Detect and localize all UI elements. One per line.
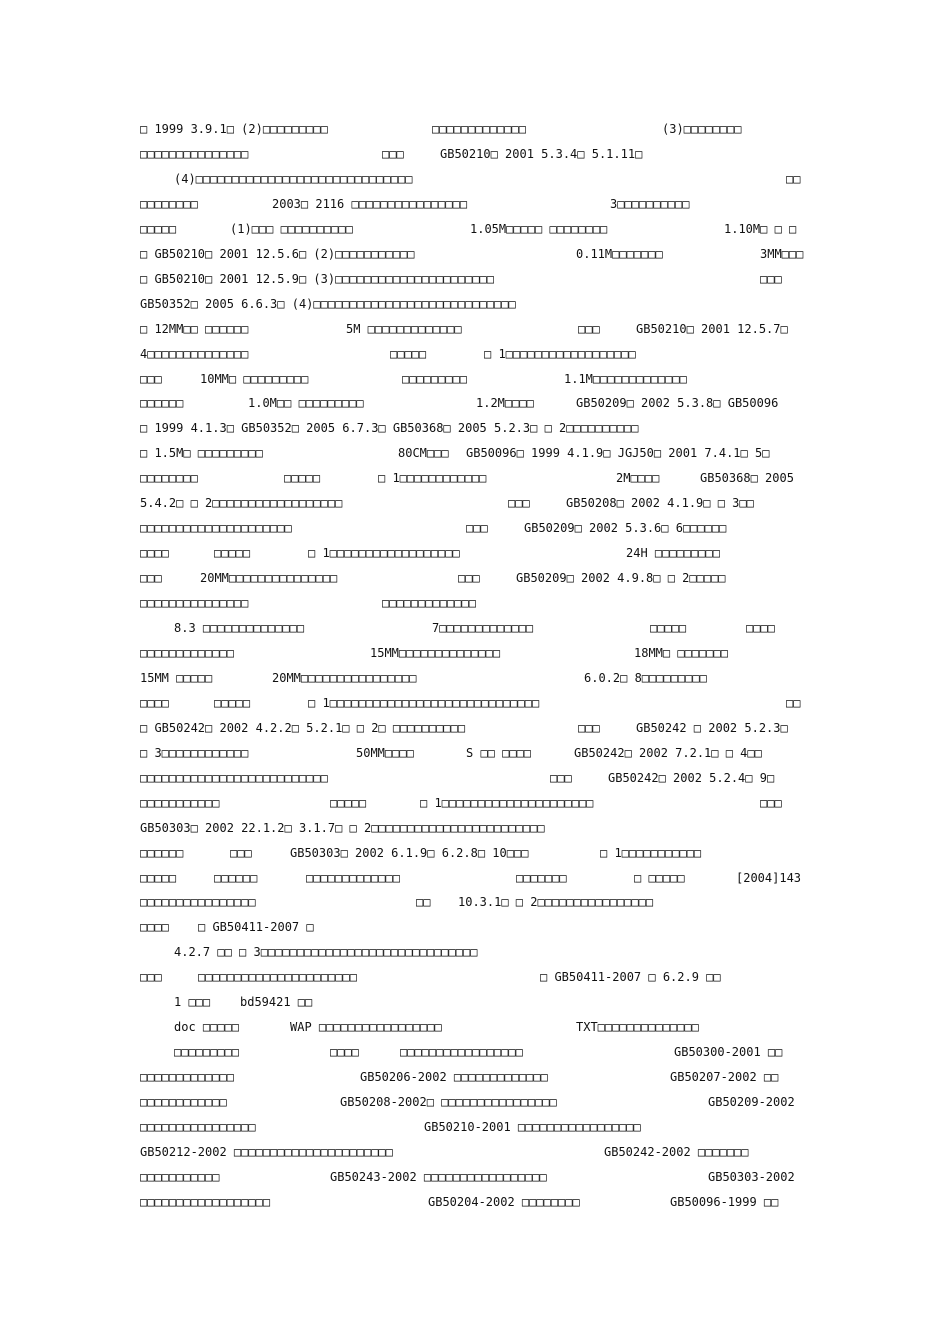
text-segment: □□□□ xyxy=(140,696,169,710)
text-segment: (4)□□□□□□□□□□□□□□□□□□□□□□□□□□□□□□ xyxy=(174,172,413,186)
text-line xyxy=(0,420,950,440)
text-segment: □□□□ xyxy=(746,621,775,635)
text-line xyxy=(0,196,950,216)
text-segment: GB50242□ 2002 7.2.1□ □ 4□□ xyxy=(574,746,762,760)
text-segment: □□□□ xyxy=(330,1045,359,1059)
text-segment: 5M □□□□□□□□□□□□□ xyxy=(346,322,462,336)
text-segment: TXT□□□□□□□□□□□□□□ xyxy=(576,1020,699,1034)
text-segment: GB50210□ 2001 5.3.4□ 5.1.11□ xyxy=(440,147,643,161)
text-segment: GB50242□ 2002 5.2.4□ 9□ xyxy=(608,771,775,785)
text-line xyxy=(0,271,950,291)
text-segment: □□□□□ xyxy=(214,696,251,710)
text-segment: GB50208□ 2002 4.1.9□ □ 3□□ xyxy=(566,496,754,510)
text-segment: 3MM□□□ xyxy=(760,247,804,261)
text-segment: 1 □□□ xyxy=(174,995,211,1009)
text-segment: GB50303-2002 xyxy=(708,1170,795,1184)
text-segment: 2M□□□□ xyxy=(616,471,660,485)
text-segment: □□□□□□ xyxy=(214,871,258,885)
text-segment: □□□□□□ xyxy=(140,396,184,410)
text-segment: 3□□□□□□□□□□ xyxy=(610,197,690,211)
text-segment: □□□□□□□□ xyxy=(140,197,198,211)
text-segment: GB50209□ 2002 5.3.8□ GB50096 xyxy=(576,396,779,410)
text-segment: □□□□□□□□□□□ xyxy=(140,796,220,810)
text-segment: GB50243-2002 □□□□□□□□□□□□□□□□□ xyxy=(330,1170,547,1184)
text-line xyxy=(0,620,950,640)
text-segment: GB50212-2002 □□□□□□□□□□□□□□□□□□□□□□ xyxy=(140,1145,393,1159)
text-line xyxy=(0,321,950,341)
text-segment: GB50303□ 2002 6.1.9□ 6.2.8□ 10□□□ xyxy=(290,846,529,860)
text-line xyxy=(0,296,950,316)
text-segment: GB50210-2001 □□□□□□□□□□□□□□□□□ xyxy=(424,1120,641,1134)
text-segment: □□□□□ xyxy=(650,621,687,635)
text-segment: 15MM□□□□□□□□□□□□□□ xyxy=(370,646,501,660)
text-segment: GB50208-2002□ □□□□□□□□□□□□□□□□ xyxy=(340,1095,557,1109)
text-line xyxy=(0,246,950,266)
text-line xyxy=(0,845,950,865)
text-segment: □□□□□ xyxy=(390,347,427,361)
text-segment: □□□□□□□□□□□□□ xyxy=(140,1070,234,1084)
text-line xyxy=(0,545,950,565)
text-segment: □□□ xyxy=(140,372,162,386)
text-segment: 8.3 □□□□□□□□□□□□□□ xyxy=(174,621,305,635)
text-segment: S □□ □□□□ xyxy=(466,746,532,760)
text-segment: □□□□□□□□□□□□□ xyxy=(432,122,526,136)
text-line xyxy=(0,745,950,765)
text-line xyxy=(0,121,950,141)
text-segment: GB50368□ 2005 xyxy=(700,471,794,485)
text-segment: □□ xyxy=(786,172,801,186)
text-segment: GB50210□ 2001 12.5.7□ xyxy=(636,322,788,336)
text-segment: 4□□□□□□□□□□□□□□ xyxy=(140,347,249,361)
text-line xyxy=(0,720,950,740)
text-segment: □□□□□ xyxy=(140,871,177,885)
text-segment: 1.1M□□□□□□□□□□□□□ xyxy=(564,372,687,386)
text-line xyxy=(0,570,950,590)
text-segment: □ GB50210□ 2001 12.5.9□ (3)□□□□□□□□□□□□□□□□□□□□□□ xyxy=(140,272,495,286)
text-segment: GB50096□ 1999 4.1.9□ JGJ50□ 2001 7.4.1□ 5□ xyxy=(466,446,770,460)
text-segment: □□□□ xyxy=(140,920,169,934)
text-segment: □ 1□□□□□□□□□□□ xyxy=(600,846,702,860)
text-line xyxy=(0,171,950,191)
text-segment: □□□□□□□□□□□□□□□□ xyxy=(140,1120,256,1134)
text-segment: 0.11M□□□□□□□ xyxy=(576,247,663,261)
text-segment: □□□□□□□□□□□ xyxy=(140,1170,220,1184)
text-segment: □□□□□□□□□□□□□□□□□□□□□ xyxy=(140,521,292,535)
text-segment: □□□ xyxy=(760,272,782,286)
text-segment: □ 1.5M□ □□□□□□□□□ xyxy=(140,446,263,460)
text-segment: (1)□□□ □□□□□□□□□□ xyxy=(230,222,353,236)
text-segment: □ 1□□□□□□□□□□□□ xyxy=(378,471,487,485)
text-segment: GB50204-2002 □□□□□□□□ xyxy=(428,1195,580,1209)
text-segment: □□□ xyxy=(760,796,782,810)
text-segment: 20MM□□□□□□□□□□□□□□□□ xyxy=(272,671,417,685)
text-segment: doc □□□□□ xyxy=(174,1020,240,1034)
text-segment: GB50209-2002 xyxy=(708,1095,795,1109)
text-segment: □□□□□□□□□ xyxy=(402,372,468,386)
text-segment: □□□□□□□ xyxy=(516,871,567,885)
text-line xyxy=(0,994,950,1014)
text-segment: 50MM□□□□ xyxy=(356,746,414,760)
text-segment: WAP □□□□□□□□□□□□□□□□□ xyxy=(290,1020,442,1034)
text-line xyxy=(0,919,950,939)
text-line xyxy=(0,670,950,690)
text-segment: 20MM□□□□□□□□□□□□□□□ xyxy=(200,571,338,585)
text-segment: □□□□□□□□□□□□□□□□□□□□□□ xyxy=(198,970,357,984)
text-line xyxy=(0,695,950,715)
text-segment: □ 1□□□□□□□□□□□□□□□□□□ xyxy=(308,546,460,560)
text-segment: □ GB50411-2007 □ 6.2.9 □□ xyxy=(540,970,721,984)
text-line xyxy=(0,146,950,166)
text-segment: GB50300-2001 □□ xyxy=(674,1045,783,1059)
text-segment: □□□□□□□□ xyxy=(140,471,198,485)
text-segment: □ □□□□□ xyxy=(634,871,685,885)
text-segment: □□□□□□□□□ xyxy=(174,1045,240,1059)
text-segment: 2003□ 2116 □□□□□□□□□□□□□□□□ xyxy=(272,197,468,211)
text-segment: □ 12MM□□ □□□□□□ xyxy=(140,322,249,336)
text-segment: GB50209□ 2002 4.9.8□ □ 2□□□□□ xyxy=(516,571,726,585)
text-line xyxy=(0,1094,950,1114)
text-segment: 1.0M□□ □□□□□□□□□ xyxy=(248,396,364,410)
text-segment: GB50242 □ 2002 5.2.3□ xyxy=(636,721,788,735)
text-segment: □□□□□□ xyxy=(140,846,184,860)
text-segment: 80CM□□□ xyxy=(398,446,449,460)
text-line xyxy=(0,371,950,391)
text-line xyxy=(0,445,950,465)
text-segment: 5.4.2□ □ 2□□□□□□□□□□□□□□□□□□ xyxy=(140,496,343,510)
text-segment: 15MM □□□□□ xyxy=(140,671,213,685)
text-segment: □□□□□□□□□□□□□ xyxy=(306,871,400,885)
text-segment: □□□□□□□□□□□□□□□□□□□□□□□□□□ xyxy=(140,771,328,785)
text-segment: GB50352□ 2005 6.6.3□ (4)□□□□□□□□□□□□□□□□□□□□□□□□□□□□ xyxy=(140,297,516,311)
text-line xyxy=(0,820,950,840)
text-segment: 6.0.2□ 8□□□□□□□□□ xyxy=(584,671,707,685)
text-segment: □□□ xyxy=(230,846,252,860)
text-line xyxy=(0,1069,950,1089)
text-segment: □□□□□□□□□□□□□□□□□□ xyxy=(140,1195,271,1209)
text-segment: 1.2M□□□□ xyxy=(476,396,534,410)
text-segment: □□□□ xyxy=(140,546,169,560)
text-line xyxy=(0,870,950,890)
text-segment: □□ xyxy=(786,696,801,710)
text-segment: 24H □□□□□□□□□ xyxy=(626,546,720,560)
text-segment: □□□□□□□□□□□□□□□ xyxy=(140,596,249,610)
text-segment: □ 1999 3.9.1□ (2)□□□□□□□□□ xyxy=(140,122,328,136)
text-segment: □□□ xyxy=(140,970,162,984)
text-line xyxy=(0,395,950,415)
text-line xyxy=(0,495,950,515)
text-segment: □ GB50411-2007 □ xyxy=(198,920,314,934)
text-line xyxy=(0,346,950,366)
text-segment: 1.05M□□□□□ □□□□□□□□ xyxy=(470,222,608,236)
text-segment: □□□ xyxy=(508,496,530,510)
text-segment: GB50206-2002 □□□□□□□□□□□□□ xyxy=(360,1070,548,1084)
text-line xyxy=(0,1044,950,1064)
text-segment: □ 1999 4.1.3□ GB50352□ 2005 6.7.3□ GB50368□ 2005 5.2.3□ □ 2□□□□□□□□□□ xyxy=(140,421,639,435)
text-segment: [2004]143 xyxy=(736,871,802,885)
text-line xyxy=(0,1019,950,1039)
text-segment: □ 3□□□□□□□□□□□□ xyxy=(140,746,249,760)
text-line xyxy=(0,1169,950,1189)
text-segment: □□□□□□□□□□□□ xyxy=(140,1095,227,1109)
text-segment: □□□ xyxy=(140,571,162,585)
text-segment: □□ xyxy=(416,895,431,909)
text-segment: □□□□□□□□□□□□□ xyxy=(382,596,476,610)
text-segment: □□□□□ xyxy=(140,222,177,236)
text-segment: 10MM□ □□□□□□□□□ xyxy=(200,372,309,386)
text-line xyxy=(0,795,950,815)
text-segment: □ 1□□□□□□□□□□□□□□□□□□□□□ xyxy=(420,796,594,810)
text-segment: (3)□□□□□□□□ xyxy=(662,122,742,136)
text-segment: GB50209□ 2002 5.3.6□ 6□□□□□□ xyxy=(524,521,727,535)
text-line xyxy=(0,1144,950,1164)
text-segment: GB50096-1999 □□ xyxy=(670,1195,779,1209)
text-segment: □□□ xyxy=(466,521,488,535)
text-segment: 18MM□ □□□□□□□ xyxy=(634,646,728,660)
text-segment: □□□□□□□□□□□□□ xyxy=(140,646,234,660)
text-segment: □ GB50210□ 2001 12.5.6□ (2)□□□□□□□□□□□ xyxy=(140,247,415,261)
text-segment: bd59421 □□ xyxy=(240,995,313,1009)
text-segment: □□□□□□□□□□□□□□□ xyxy=(140,147,249,161)
text-segment: □□□□□□□□□□□□□□□□□ xyxy=(400,1045,523,1059)
text-segment: 10.3.1□ □ 2□□□□□□□□□□□□□□□□ xyxy=(458,895,654,909)
text-segment: □□□□□ xyxy=(214,546,251,560)
text-segment: □□□ xyxy=(578,322,600,336)
text-segment: 7□□□□□□□□□□□□□ xyxy=(432,621,534,635)
text-segment: GB50207-2002 □□ xyxy=(670,1070,779,1084)
text-segment: □□□ xyxy=(382,147,404,161)
text-line xyxy=(0,770,950,790)
text-line xyxy=(0,520,950,540)
text-line xyxy=(0,221,950,241)
text-segment: □ 1□□□□□□□□□□□□□□□□□□□□□□□□□□□□□ xyxy=(308,696,540,710)
text-line xyxy=(0,969,950,989)
text-segment: □ GB50242□ 2002 4.2.2□ 5.2.1□ □ 2□ □□□□□□□□□□ xyxy=(140,721,466,735)
text-line xyxy=(0,470,950,490)
text-line xyxy=(0,595,950,615)
text-line xyxy=(0,1194,950,1214)
text-segment: GB50242-2002 □□□□□□□ xyxy=(604,1145,749,1159)
text-segment: 1.10M□ □ □ xyxy=(724,222,797,236)
text-segment: □□□□□ xyxy=(284,471,321,485)
text-segment: □ 1□□□□□□□□□□□□□□□□□□ xyxy=(484,347,636,361)
text-line xyxy=(0,894,950,914)
text-segment: □□□ xyxy=(458,571,480,585)
text-segment: □□□ xyxy=(550,771,572,785)
text-line xyxy=(0,645,950,665)
text-line xyxy=(0,944,950,964)
text-line xyxy=(0,1119,950,1139)
text-segment: □□□□□□□□□□□□□□□□ xyxy=(140,895,256,909)
text-segment: 4.2.7 □□ □ 3□□□□□□□□□□□□□□□□□□□□□□□□□□□□□□ xyxy=(174,945,478,959)
text-segment: □□□□□ xyxy=(330,796,367,810)
text-segment: □□□ xyxy=(578,721,600,735)
text-segment: GB50303□ 2002 22.1.2□ 3.1.7□ □ 2□□□□□□□□□□□□□□□□□□□□□□□□ xyxy=(140,821,545,835)
